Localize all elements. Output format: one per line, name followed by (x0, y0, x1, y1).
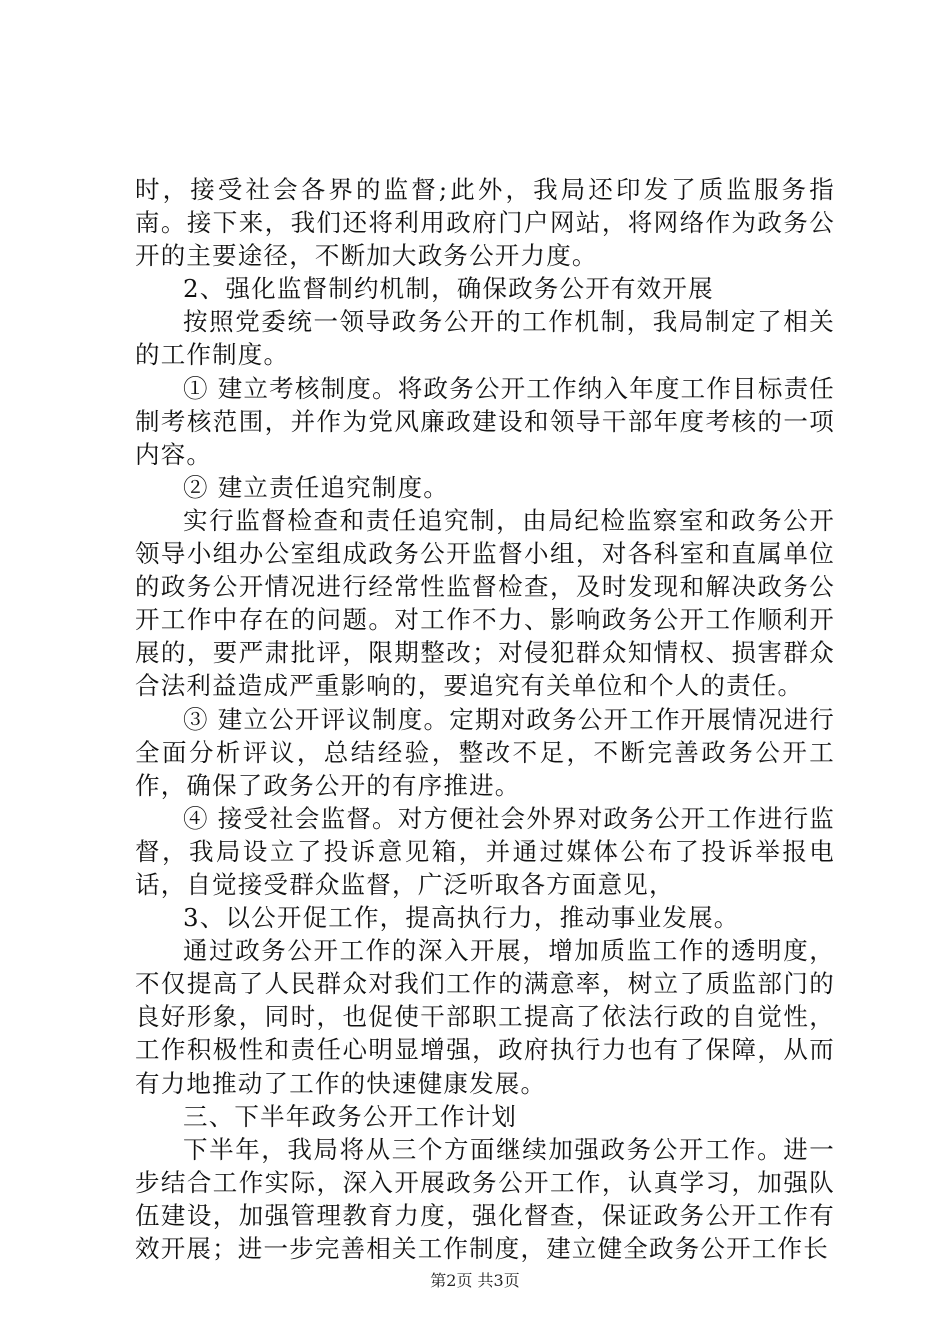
list-item-3: ③ 建立公开评议制度。定期对政务公开工作开展情况进行全面分析评议，总结经验，整改不足，不断完善政务公开工作，确保了政务公开的有序推进。 (135, 704, 835, 800)
paragraph-6: 实行监督检查和责任追究制，由局纪检监察室和政务公开领导小组办公室组成政务公开监督小组，对各科室和直属单位的政务公开情况进行经常性监督检查，及时发现和解决政务公开工作中存在的问题。对工作不力、影响政务公开工作顺利开展的，要严肃批评，限期整改；对侵犯群众知情权、损害群众合法利益造成严重影响的，要追究有关单位和个人的责任。 (135, 505, 835, 701)
list-item-2: ② 建立责任追究制度。 (183, 472, 449, 502)
paragraph-1: 时，接受社会各界的监督;此外，我局还印发了质监服务指南。接下来，我们还将利用政府门户网站，将网络作为政务公开的主要途径，不断加大政务公开力度。 (135, 175, 835, 271)
paragraph-12: 下半年，我局将从三个方面继续加强政务公开工作。进一步结合工作实际，深入开展政务公开工作，认真学习，加强队伍建设，加强管理教育力度，强化督查，保证政务公开工作有效开展；进一步完善相关工作制度，建立健全政务公开工作长 (135, 1134, 835, 1263)
section-heading-2: 2、强化监督制约机制，确保政务公开有效开展 (183, 274, 714, 304)
list-item-1: ① 建立考核制度。将政务公开工作纳入年度工作目标责任制考核范围，并作为党风廉政建设和领导干部年度考核的一项内容。 (135, 373, 835, 469)
list-item-4: ④ 接受社会监督。对方便社会外界对政务公开工作进行监督，我局设立了投诉意见箱，并通过媒体公布了投诉举报电话，自觉接受群众监督，广泛听取各方面意见， (135, 803, 835, 899)
paragraph-3: 按照党委统一领导政务公开的工作机制，我局制定了相关的工作制度。 (135, 307, 835, 370)
page-footer: 第2页 共3页 (430, 1271, 520, 1290)
section-heading-3: 3、以公开促工作，提高执行力，推动事业发展。 (183, 903, 740, 933)
document-body (135, 173, 835, 1265)
paragraph-10: 通过政务公开工作的深入开展，增加质监工作的透明度，不仅提高了人民群众对我们工作的满意率，树立了质监部门的良好形象，同时，也促使干部职工提高了依法行政的自觉性，工作积极性和责任心明显增强，政府执行力也有了保障，从而有力地推动了工作的快速健康发展。 (135, 936, 835, 1098)
section-heading-plan: 三、下半年政务公开工作计划 (183, 1101, 518, 1131)
